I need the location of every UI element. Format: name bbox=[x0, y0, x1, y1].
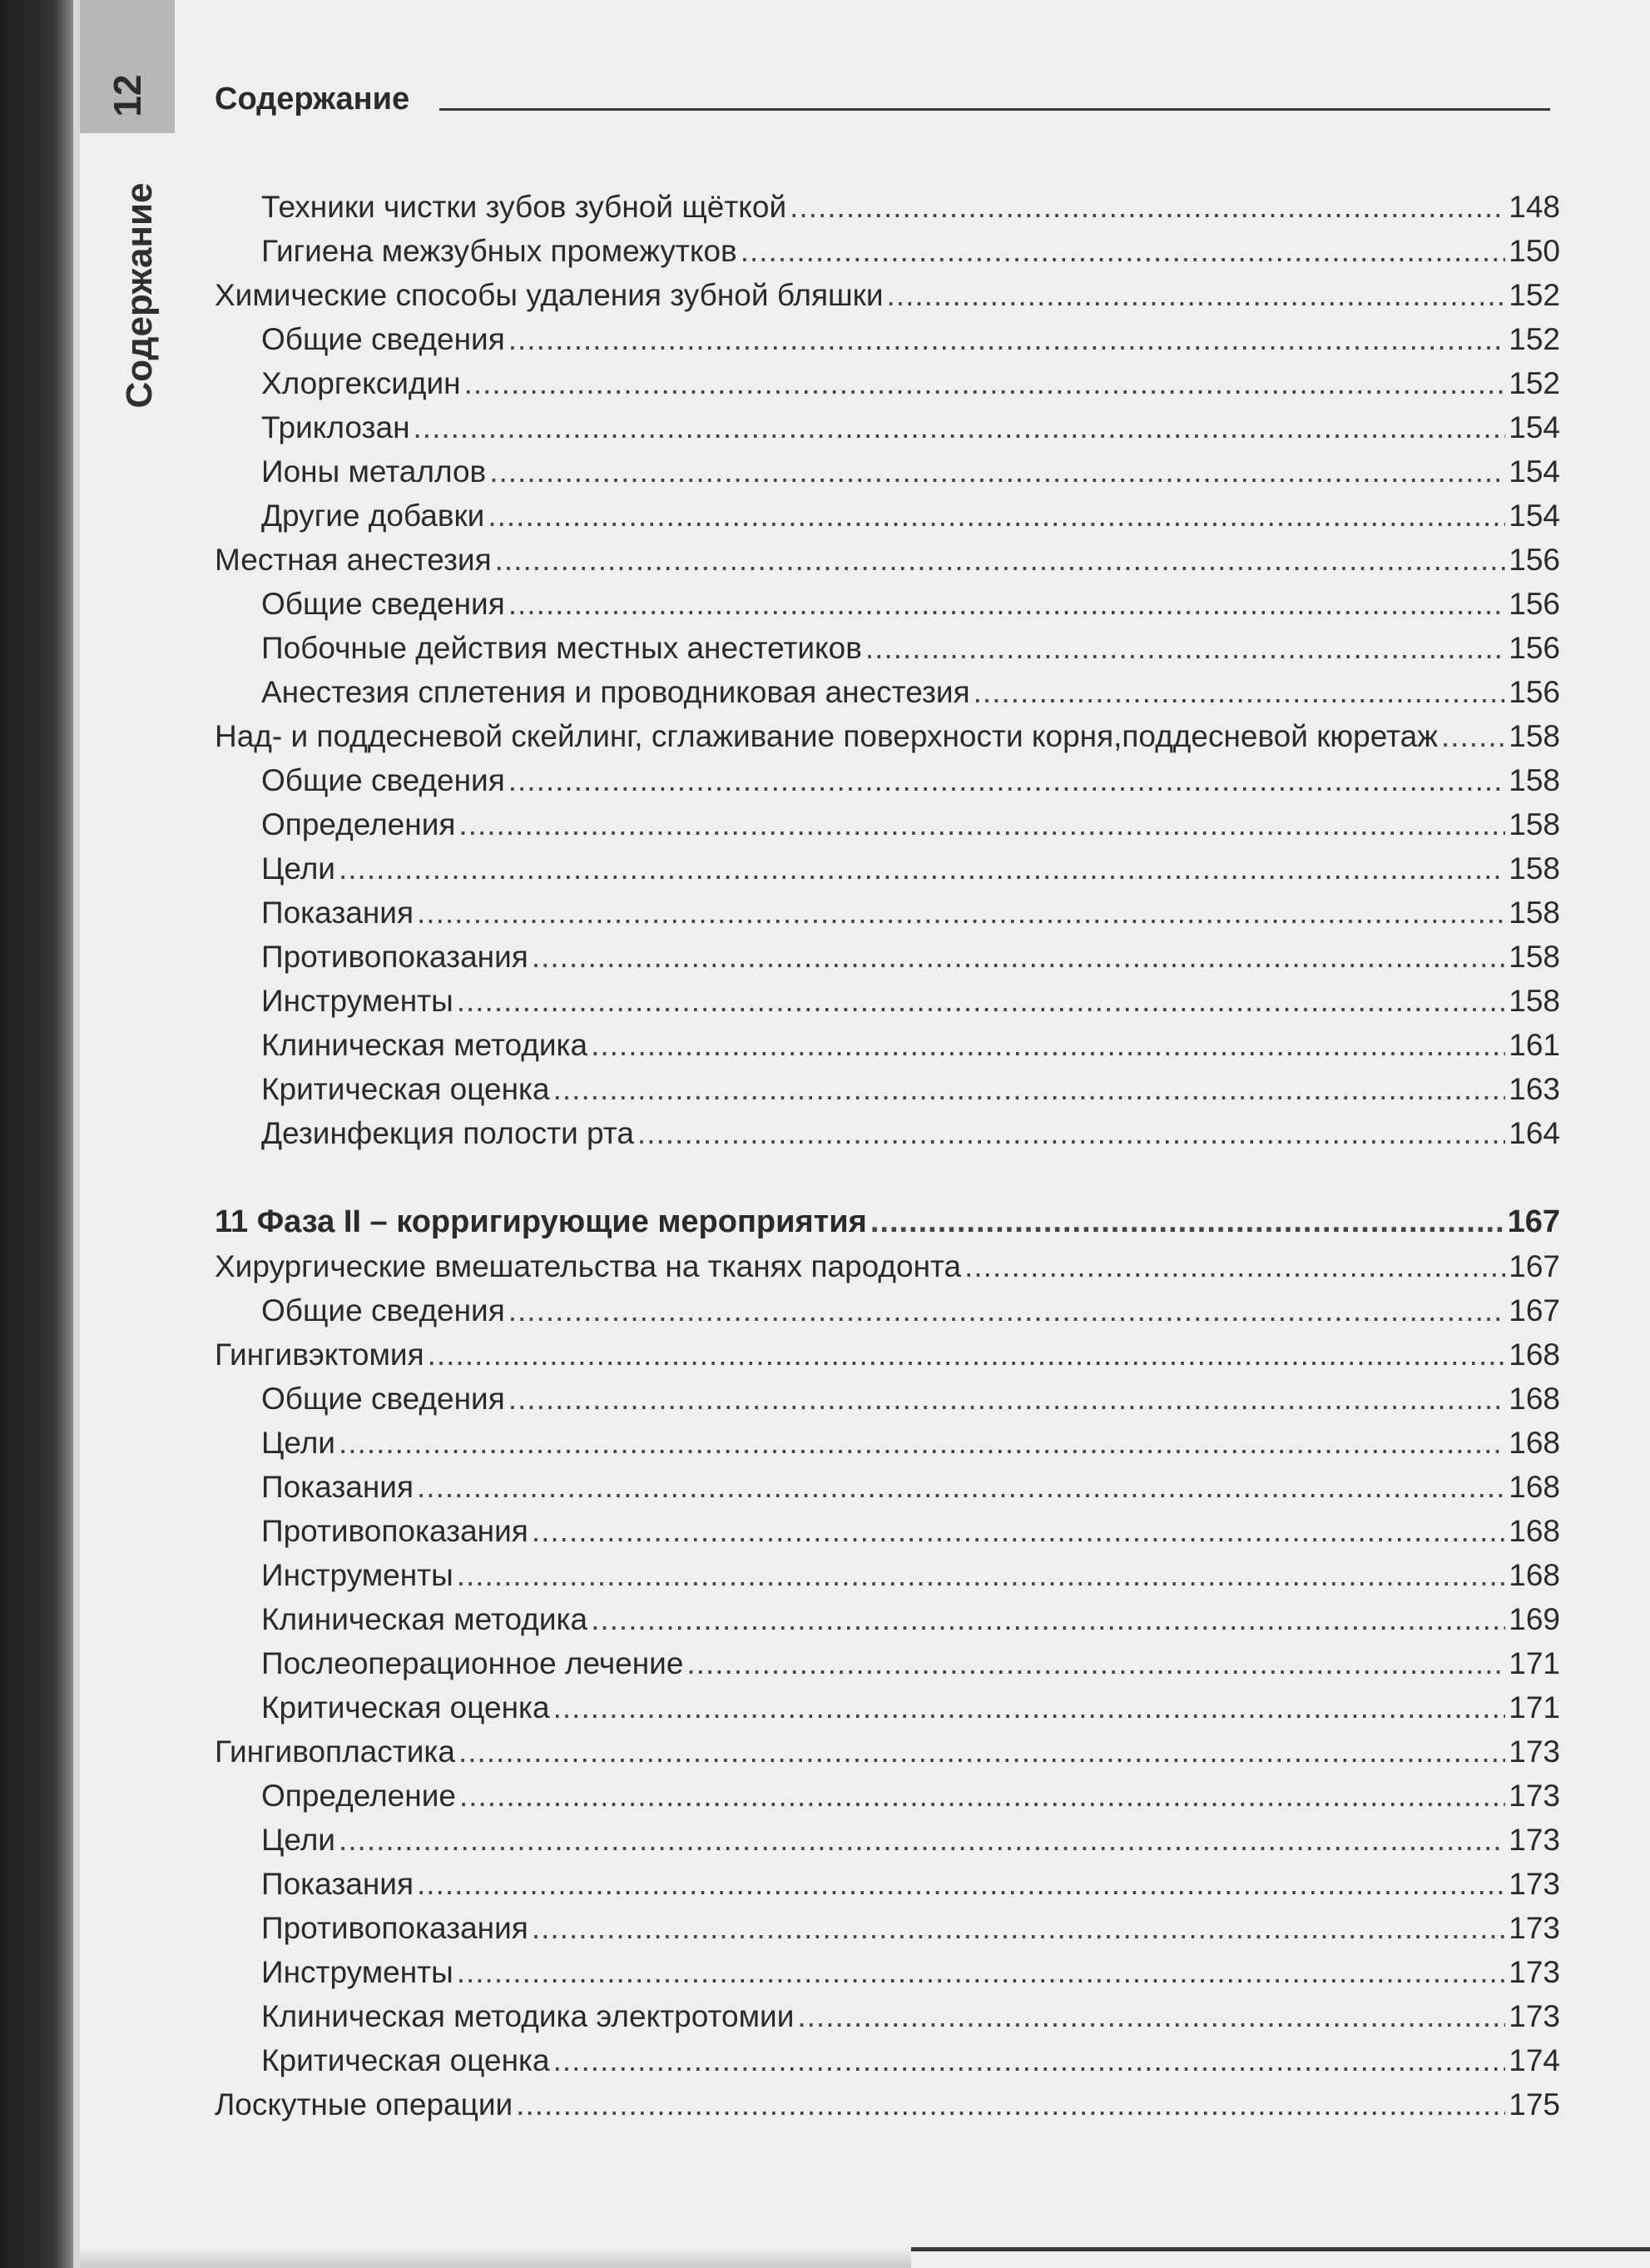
toc-entry[interactable] bbox=[215, 273, 1560, 317]
toc-entry-title: Ионы металлов bbox=[261, 454, 487, 489]
toc-entry[interactable] bbox=[215, 229, 1560, 273]
toc-dot-leader bbox=[339, 1818, 1505, 1862]
toc-entry-page: 167 bbox=[1507, 1204, 1560, 1239]
toc-dot-leader bbox=[865, 626, 1505, 670]
toc-entry-title: Лоскутные операции bbox=[215, 2087, 513, 2122]
toc-entry-page: 171 bbox=[1509, 1646, 1560, 1680]
toc-entry-page: 168 bbox=[1509, 1337, 1560, 1372]
toc-entry-title: Другие добавки bbox=[261, 499, 485, 533]
toc-entry-title: Определение bbox=[261, 1779, 456, 1813]
bottom-rule bbox=[911, 2247, 1650, 2251]
toc-entry-page: 173 bbox=[1509, 1911, 1560, 1945]
toc-dot-leader bbox=[553, 1685, 1506, 1730]
toc-entry-page: 158 bbox=[1509, 763, 1560, 797]
toc-entry[interactable] bbox=[215, 1465, 1560, 1509]
toc-entry-title: Общие сведения bbox=[261, 587, 505, 621]
toc-dot-leader bbox=[686, 1641, 1505, 1685]
toc-dot-leader bbox=[532, 1906, 1505, 1950]
toc-entry-page: 171 bbox=[1509, 1690, 1560, 1725]
toc-entry-page: 158 bbox=[1509, 984, 1560, 1018]
toc-entry[interactable] bbox=[215, 449, 1560, 494]
toc-dot-leader bbox=[508, 1288, 1506, 1333]
toc-entry[interactable] bbox=[215, 494, 1560, 538]
toc-entry[interactable] bbox=[215, 582, 1560, 626]
toc-entry-page: 154 bbox=[1509, 454, 1560, 489]
toc-entry-page: 148 bbox=[1509, 190, 1560, 224]
page-bottom-shade bbox=[80, 2247, 911, 2268]
toc-entry-page: 168 bbox=[1509, 1382, 1560, 1416]
toc-entry-page: 168 bbox=[1509, 1514, 1560, 1548]
toc-entry-page: 173 bbox=[1509, 1999, 1560, 2033]
toc-dot-leader bbox=[417, 1862, 1505, 1906]
toc-entry[interactable] bbox=[215, 1906, 1560, 1950]
toc-entry[interactable] bbox=[215, 758, 1560, 802]
toc-dot-leader bbox=[508, 758, 1506, 802]
toc-entry[interactable] bbox=[215, 1818, 1560, 1862]
page-number: 12 bbox=[106, 74, 149, 117]
toc-entry-title: Над- и поддесневой скейлинг, сглаживание поверхности корня,поддесневой кюретаж bbox=[215, 719, 1438, 753]
toc-dot-leader bbox=[488, 494, 1505, 538]
toc-dot-leader bbox=[637, 1111, 1505, 1155]
page-margin-strip bbox=[73, 0, 80, 2268]
toc-entry-title: 11 Фаза II – корригирующие мероприятия bbox=[215, 1204, 867, 1239]
toc-entry-page: 152 bbox=[1509, 322, 1560, 356]
toc-entry[interactable] bbox=[215, 317, 1560, 361]
toc-entry-title: Химические способы удаления зубной бляшки bbox=[215, 278, 884, 312]
toc-dot-leader bbox=[1441, 714, 1505, 758]
toc-dot-leader bbox=[887, 273, 1506, 317]
toc-entry-page: 158 bbox=[1509, 719, 1560, 753]
toc-dot-leader bbox=[417, 891, 1505, 935]
toc-entry[interactable] bbox=[215, 979, 1560, 1023]
toc-entry-title: Цели bbox=[261, 1823, 335, 1857]
toc-entry-page: 158 bbox=[1509, 851, 1560, 886]
toc-entry[interactable] bbox=[215, 1994, 1560, 2038]
toc-entry[interactable] bbox=[215, 1862, 1560, 1906]
toc-dot-leader bbox=[414, 405, 1506, 449]
toc-entry[interactable] bbox=[215, 626, 1560, 670]
toc-entry-title: Побочные действия местных анестетиков bbox=[261, 631, 862, 665]
toc-entry-page: 173 bbox=[1509, 1955, 1560, 1989]
toc-entry-title: Показания bbox=[261, 1867, 414, 1901]
toc-entry[interactable] bbox=[215, 1950, 1560, 1994]
toc-dot-leader bbox=[458, 802, 1505, 846]
toc-entry-page: 164 bbox=[1509, 1116, 1560, 1150]
toc-entry[interactable] bbox=[215, 1685, 1560, 1730]
toc-entry-page: 173 bbox=[1509, 1823, 1560, 1857]
toc-chapter-entry[interactable] bbox=[215, 1200, 1560, 1244]
book-spine-shadow bbox=[0, 0, 73, 2268]
toc-entry[interactable] bbox=[215, 1421, 1560, 1465]
toc-dot-leader bbox=[591, 1597, 1505, 1641]
toc-dot-leader bbox=[458, 1730, 1505, 1774]
toc-dot-leader bbox=[459, 1774, 1505, 1818]
table-of-contents bbox=[215, 185, 1560, 2127]
toc-entry-page: 173 bbox=[1509, 1734, 1560, 1769]
toc-entry-title: Клиническая методика электротомии bbox=[261, 1999, 795, 2033]
toc-entry[interactable] bbox=[215, 185, 1560, 229]
toc-entry-page: 150 bbox=[1509, 234, 1560, 268]
toc-entry[interactable] bbox=[215, 1509, 1560, 1553]
toc-dot-leader bbox=[457, 1950, 1506, 1994]
chapter-gap bbox=[215, 1155, 1560, 1200]
toc-dot-leader bbox=[964, 1244, 1505, 1288]
toc-entry-title: Дезинфекция полости рта bbox=[261, 1116, 634, 1150]
toc-entry-page: 152 bbox=[1509, 278, 1560, 312]
toc-entry[interactable] bbox=[215, 1553, 1560, 1597]
toc-entry-page: 168 bbox=[1509, 1558, 1560, 1592]
toc-entry-title: Показания bbox=[261, 896, 414, 930]
toc-entry[interactable] bbox=[215, 670, 1560, 714]
toc-entry-title: Хирургические вмешательства на тканях пародонта bbox=[215, 1249, 962, 1283]
toc-entry-title: Триклозан bbox=[261, 410, 410, 444]
toc-dot-leader bbox=[553, 1067, 1506, 1111]
toc-entry-page: 173 bbox=[1509, 1779, 1560, 1813]
toc-entry[interactable] bbox=[215, 1597, 1560, 1641]
toc-entry-page: 163 bbox=[1509, 1072, 1560, 1106]
toc-entry[interactable] bbox=[215, 802, 1560, 846]
toc-entry[interactable] bbox=[215, 846, 1560, 891]
toc-dot-leader bbox=[974, 670, 1506, 714]
toc-entry[interactable] bbox=[215, 538, 1560, 582]
toc-entry-title: Противопоказания bbox=[261, 1911, 528, 1945]
toc-entry[interactable] bbox=[215, 1111, 1560, 1155]
toc-entry-title: Инструменты bbox=[261, 984, 453, 1018]
toc-dot-leader bbox=[532, 1509, 1505, 1553]
toc-entry-page: 169 bbox=[1509, 1602, 1560, 1636]
toc-entry[interactable] bbox=[215, 1288, 1560, 1333]
toc-entry-title: Послеоперационное лечение bbox=[261, 1646, 684, 1680]
toc-entry-title: Клиническая методика bbox=[261, 1602, 588, 1636]
toc-entry[interactable] bbox=[215, 1641, 1560, 1685]
toc-entry[interactable] bbox=[215, 714, 1560, 758]
toc-entry-title: Хлоргексидин bbox=[261, 366, 461, 400]
toc-entry[interactable] bbox=[215, 2082, 1560, 2127]
toc-entry-page: 154 bbox=[1509, 410, 1560, 444]
toc-dot-leader bbox=[516, 2082, 1505, 2127]
toc-entry-title: Показания bbox=[261, 1470, 414, 1504]
toc-dot-leader bbox=[339, 846, 1505, 891]
toc-dot-leader bbox=[457, 1553, 1506, 1597]
toc-entry[interactable] bbox=[215, 1377, 1560, 1421]
toc-dot-leader bbox=[428, 1333, 1506, 1377]
toc-entry-title: Гингивопластика bbox=[215, 1734, 455, 1769]
toc-entry-title: Общие сведения bbox=[261, 1382, 505, 1416]
toc-dot-leader bbox=[790, 185, 1505, 229]
toc-dot-leader bbox=[591, 1023, 1505, 1067]
toc-dot-leader bbox=[553, 2038, 1506, 2082]
toc-entry-title: Общие сведения bbox=[261, 763, 505, 797]
toc-entry-title: Цели bbox=[261, 851, 335, 886]
toc-dot-leader bbox=[508, 582, 1506, 626]
toc-entry[interactable] bbox=[215, 405, 1560, 449]
toc-dot-leader bbox=[532, 935, 1505, 979]
toc-entry-title: Противопоказания bbox=[261, 1514, 528, 1548]
header-rule bbox=[439, 108, 1550, 111]
toc-dot-leader bbox=[339, 1421, 1505, 1465]
toc-entry-page: 161 bbox=[1509, 1028, 1560, 1062]
toc-entry-title: Критическая оценка bbox=[261, 1072, 550, 1106]
toc-entry[interactable] bbox=[215, 2038, 1560, 2082]
toc-dot-leader bbox=[870, 1200, 1504, 1244]
toc-dot-leader bbox=[489, 449, 1505, 494]
toc-dot-leader bbox=[508, 1377, 1506, 1421]
toc-entry-title: Цели bbox=[261, 1426, 335, 1460]
toc-entry-title: Противопоказания bbox=[261, 940, 528, 974]
toc-dot-leader bbox=[417, 1465, 1505, 1509]
running-header-title: Содержание bbox=[215, 82, 410, 117]
toc-dot-leader bbox=[464, 361, 1506, 405]
toc-entry-title: Клиническая методика bbox=[261, 1028, 588, 1062]
toc-entry-page: 174 bbox=[1509, 2043, 1560, 2077]
toc-entry-title: Определения bbox=[261, 807, 456, 841]
toc-entry-page: 167 bbox=[1509, 1249, 1560, 1283]
toc-entry[interactable] bbox=[215, 1067, 1560, 1111]
side-section-label: Содержание bbox=[119, 182, 160, 409]
toc-entry-title: Гигиена межзубных промежутков bbox=[261, 234, 737, 268]
toc-entry-title: Анестезия сплетения и проводниковая анестезия bbox=[261, 675, 970, 709]
toc-entry[interactable] bbox=[215, 935, 1560, 979]
toc-dot-leader bbox=[741, 229, 1506, 273]
toc-dot-leader bbox=[508, 317, 1506, 361]
toc-entry-page: 154 bbox=[1509, 499, 1560, 533]
toc-entry-page: 156 bbox=[1509, 543, 1560, 577]
toc-entry-title: Местная анестезия bbox=[215, 543, 492, 577]
toc-entry-page: 156 bbox=[1509, 587, 1560, 621]
toc-dot-leader bbox=[495, 538, 1506, 582]
toc-entry[interactable] bbox=[215, 1023, 1560, 1067]
toc-entry-page: 152 bbox=[1509, 366, 1560, 400]
toc-entry-title: Критическая оценка bbox=[261, 1690, 550, 1725]
toc-entry-page: 158 bbox=[1509, 940, 1560, 974]
toc-entry-title: Общие сведения bbox=[261, 1293, 505, 1328]
toc-entry-page: 173 bbox=[1509, 1867, 1560, 1901]
toc-entry-page: 168 bbox=[1509, 1470, 1560, 1504]
toc-entry-title: Гингивэктомия bbox=[215, 1337, 424, 1372]
toc-entry[interactable] bbox=[215, 1333, 1560, 1377]
toc-entry-page: 158 bbox=[1509, 807, 1560, 841]
toc-entry-title: Инструменты bbox=[261, 1558, 453, 1592]
toc-entry-page: 175 bbox=[1509, 2087, 1560, 2122]
toc-entry-page: 167 bbox=[1509, 1293, 1560, 1328]
toc-entry-page: 156 bbox=[1509, 675, 1560, 709]
toc-entry[interactable] bbox=[215, 891, 1560, 935]
toc-dot-leader bbox=[797, 1994, 1505, 2038]
toc-entry-title: Общие сведения bbox=[261, 322, 505, 356]
toc-entry[interactable] bbox=[215, 1730, 1560, 1774]
toc-entry-page: 168 bbox=[1509, 1426, 1560, 1460]
toc-entry-page: 158 bbox=[1509, 896, 1560, 930]
toc-entry-title: Критическая оценка bbox=[261, 2043, 550, 2077]
toc-entry[interactable] bbox=[215, 1774, 1560, 1818]
toc-entry-title: Инструменты bbox=[261, 1955, 453, 1989]
toc-entry-page: 156 bbox=[1509, 631, 1560, 665]
toc-entry[interactable] bbox=[215, 1244, 1560, 1288]
toc-entry-title: Техники чистки зубов зубной щёткой bbox=[261, 190, 787, 224]
toc-dot-leader bbox=[457, 979, 1506, 1023]
toc-entry[interactable] bbox=[215, 361, 1560, 405]
